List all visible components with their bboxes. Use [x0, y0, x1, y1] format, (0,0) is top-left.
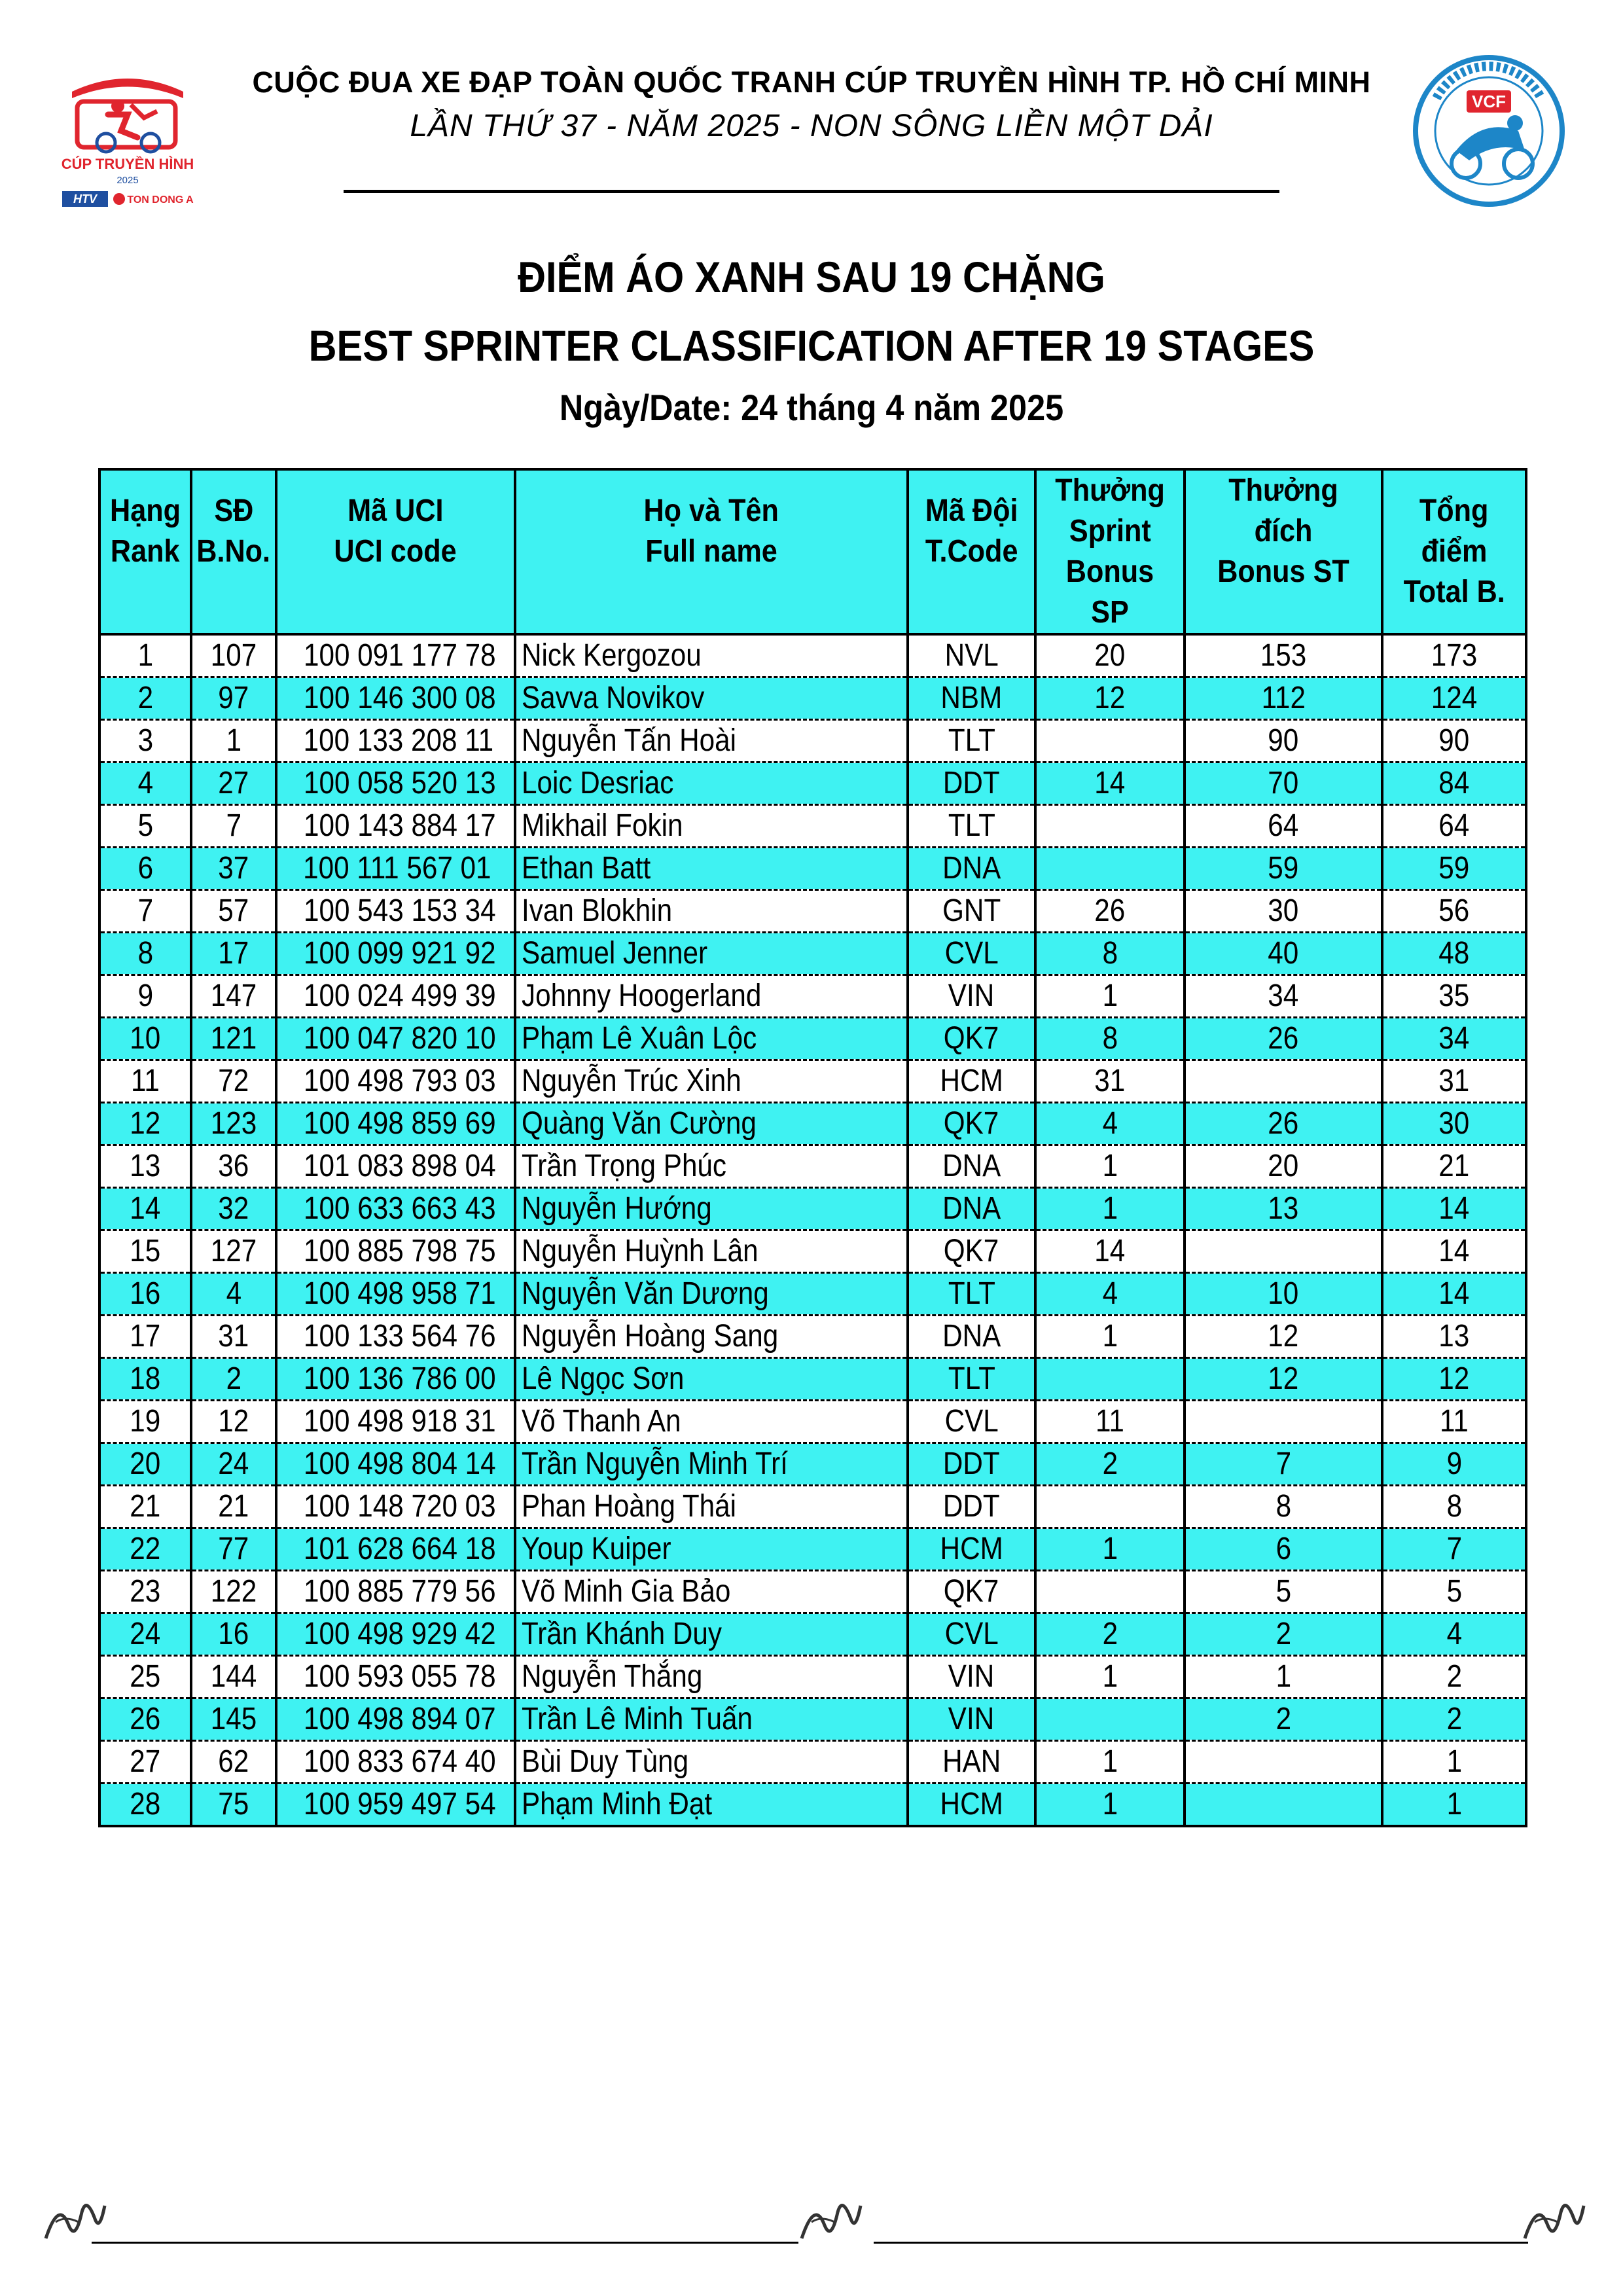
- bib-cell: 144: [191, 1656, 276, 1698]
- uci-cell: 100 047 820 10: [276, 1018, 515, 1060]
- total-cell: 34: [1382, 1018, 1526, 1060]
- bib-cell: 12: [191, 1401, 276, 1443]
- sprint-bonus-cell: 31: [1035, 1060, 1185, 1103]
- name-cell: Ethan Batt: [515, 848, 908, 890]
- signature-mark-left: [39, 2186, 111, 2251]
- sprint-bonus-cell: 26: [1035, 890, 1185, 933]
- bib-cell: 37: [191, 848, 276, 890]
- team-cell: TLT: [908, 1273, 1035, 1316]
- rank-cell: 22: [99, 1528, 191, 1571]
- uci-cell: 100 543 153 34: [276, 890, 515, 933]
- org-title: CUỘC ĐUA XE ĐẠP TOÀN QUỐC TRANH CÚP TRUYỀN HÌNH TP. HỒ CHÍ MINH: [252, 65, 1371, 99]
- header-divider: [344, 190, 1279, 193]
- rank-cell: 3: [99, 720, 191, 762]
- rank-cell: 27: [99, 1741, 191, 1784]
- header-line: Bonus ST: [1217, 554, 1349, 589]
- svg-text:2025: 2025: [116, 175, 139, 186]
- bib-cell: 75: [191, 1784, 276, 1827]
- header-line: Total B.: [1403, 575, 1505, 609]
- uci-cell: 100 833 674 40: [276, 1741, 515, 1784]
- header-line: Họ và Tên: [643, 493, 779, 528]
- sprint-bonus-cell: 8: [1035, 1018, 1185, 1060]
- name-cell: Nguyễn Hoàng Sang: [515, 1316, 908, 1358]
- team-cell: CVL: [908, 1613, 1035, 1656]
- header-line: B.No.: [196, 534, 271, 569]
- column-header-team-code: [908, 469, 1035, 634]
- team-cell: HCM: [908, 1784, 1035, 1827]
- uci-cell: 100 885 798 75: [276, 1230, 515, 1273]
- header-line: Thưởng đích: [1228, 473, 1338, 548]
- uci-cell: 100 099 921 92: [276, 933, 515, 975]
- uci-cell: 101 628 664 18: [276, 1528, 515, 1571]
- team-cell: NVL: [908, 634, 1035, 677]
- name-cell: Nguyễn Hướng: [515, 1188, 908, 1230]
- table-row: [99, 1145, 1526, 1188]
- bib-cell: 62: [191, 1741, 276, 1784]
- table-row: [99, 677, 1526, 720]
- stage-bonus-cell: 26: [1185, 1103, 1382, 1145]
- uci-cell: 100 498 929 42: [276, 1613, 515, 1656]
- name-cell: Nguyễn Thắng: [515, 1656, 908, 1698]
- total-cell: 9: [1382, 1443, 1526, 1486]
- bib-cell: 122: [191, 1571, 276, 1613]
- table-row: [99, 1273, 1526, 1316]
- footer-line-left: [92, 2242, 798, 2244]
- sprint-bonus-cell: 8: [1035, 933, 1185, 975]
- sprint-bonus-cell: [1035, 1571, 1185, 1613]
- rank-cell: 5: [99, 805, 191, 848]
- stage-bonus-cell: 10: [1185, 1273, 1382, 1316]
- rank-cell: 15: [99, 1230, 191, 1273]
- stage-bonus-cell: 26: [1185, 1018, 1382, 1060]
- rank-cell: 6: [99, 848, 191, 890]
- uci-cell: 100 498 804 14: [276, 1443, 515, 1486]
- sprint-bonus-cell: [1035, 1486, 1185, 1528]
- total-cell: 13: [1382, 1316, 1526, 1358]
- stage-bonus-cell: 112: [1185, 677, 1382, 720]
- rank-cell: 21: [99, 1486, 191, 1528]
- team-cell: QK7: [908, 1018, 1035, 1060]
- header-line: Mã Đội: [925, 493, 1018, 528]
- stage-bonus-cell: 59: [1185, 848, 1382, 890]
- header-line: Mã UCI: [348, 493, 444, 528]
- name-cell: Savva Novikov: [515, 677, 908, 720]
- stage-bonus-cell: [1185, 1741, 1382, 1784]
- column-header-rank: [99, 469, 191, 634]
- stage-bonus-cell: 12: [1185, 1316, 1382, 1358]
- name-cell: Bùi Duy Tùng: [515, 1741, 908, 1784]
- sprint-bonus-cell: 2: [1035, 1613, 1185, 1656]
- name-cell: Võ Thanh An: [515, 1401, 908, 1443]
- svg-text:TON DONG A: TON DONG A: [127, 194, 194, 206]
- signature-mark-center: [795, 2186, 867, 2251]
- svg-text:CÚP TRUYỀN HÌNH: CÚP TRUYỀN HÌNH: [61, 156, 194, 172]
- table-row: [99, 1316, 1526, 1358]
- sprinter-classification-table: [98, 468, 1527, 1827]
- sprint-bonus-cell: 2: [1035, 1443, 1185, 1486]
- team-cell: DDT: [908, 762, 1035, 805]
- sprint-bonus-cell: 1: [1035, 1656, 1185, 1698]
- header-line: Tổng: [1419, 493, 1489, 528]
- name-cell: Nguyễn Huỳnh Lân: [515, 1230, 908, 1273]
- table-row: [99, 1230, 1526, 1273]
- total-cell: 59: [1382, 848, 1526, 890]
- stage-bonus-cell: [1185, 1784, 1382, 1827]
- sprint-bonus-cell: [1035, 848, 1185, 890]
- column-header-bonus-stage: [1185, 469, 1382, 634]
- table-row: [99, 1060, 1526, 1103]
- header-line: Bonus SP: [1065, 554, 1154, 630]
- bib-cell: 147: [191, 975, 276, 1018]
- table-row: [99, 1656, 1526, 1698]
- column-header-full-name: [515, 469, 908, 634]
- sprint-bonus-cell: 1: [1035, 1145, 1185, 1188]
- bib-cell: 127: [191, 1230, 276, 1273]
- name-cell: Lê Ngọc Sơn: [515, 1358, 908, 1401]
- bib-cell: 2: [191, 1358, 276, 1401]
- uci-cell: 100 498 918 31: [276, 1401, 515, 1443]
- sprint-bonus-cell: 1: [1035, 1528, 1185, 1571]
- uci-cell: 100 885 779 56: [276, 1571, 515, 1613]
- bib-cell: 7: [191, 805, 276, 848]
- team-cell: HAN: [908, 1741, 1035, 1784]
- name-cell: Mikhail Fokin: [515, 805, 908, 848]
- name-cell: Phạm Lê Xuân Lộc: [515, 1018, 908, 1060]
- uci-cell: 100 133 208 11: [276, 720, 515, 762]
- sprint-bonus-cell: 1: [1035, 1316, 1185, 1358]
- rank-cell: 25: [99, 1656, 191, 1698]
- rank-cell: 24: [99, 1613, 191, 1656]
- sprint-bonus-cell: [1035, 1698, 1185, 1741]
- team-cell: DNA: [908, 1316, 1035, 1358]
- header-line: UCI code: [334, 534, 457, 569]
- rank-cell: 11: [99, 1060, 191, 1103]
- rank-cell: 14: [99, 1188, 191, 1230]
- name-cell: Phạm Minh Đạt: [515, 1784, 908, 1827]
- total-cell: 14: [1382, 1273, 1526, 1316]
- stage-bonus-cell: [1185, 1401, 1382, 1443]
- team-cell: TLT: [908, 1358, 1035, 1401]
- table-row: [99, 1401, 1526, 1443]
- team-cell: CVL: [908, 1401, 1035, 1443]
- header-line: Full name: [645, 534, 777, 569]
- team-cell: QK7: [908, 1571, 1035, 1613]
- table-row: [99, 1784, 1526, 1827]
- table-row: [99, 890, 1526, 933]
- uci-cell: 100 143 884 17: [276, 805, 515, 848]
- total-cell: 124: [1382, 677, 1526, 720]
- total-cell: 56: [1382, 890, 1526, 933]
- team-cell: NBM: [908, 677, 1035, 720]
- rank-cell: 4: [99, 762, 191, 805]
- bib-cell: 17: [191, 933, 276, 975]
- sprint-bonus-cell: 12: [1035, 677, 1185, 720]
- header-line: điểm: [1421, 534, 1488, 569]
- sprint-bonus-cell: 20: [1035, 634, 1185, 677]
- name-cell: Võ Minh Gia Bảo: [515, 1571, 908, 1613]
- bib-cell: 123: [191, 1103, 276, 1145]
- stage-bonus-cell: 70: [1185, 762, 1382, 805]
- name-cell: Nguyễn Trúc Xinh: [515, 1060, 908, 1103]
- rank-cell: 20: [99, 1443, 191, 1486]
- team-cell: TLT: [908, 720, 1035, 762]
- header-line: Hạng: [110, 493, 181, 528]
- total-cell: 35: [1382, 975, 1526, 1018]
- header-line: T.Code: [925, 534, 1018, 569]
- stage-bonus-cell: 6: [1185, 1528, 1382, 1571]
- bib-cell: 57: [191, 890, 276, 933]
- name-cell: Trần Lê Minh Tuấn: [515, 1698, 908, 1741]
- stage-bonus-cell: 13: [1185, 1188, 1382, 1230]
- header-line: Sprint: [1069, 514, 1151, 548]
- sprint-bonus-cell: [1035, 1358, 1185, 1401]
- table-row: [99, 1698, 1526, 1741]
- total-cell: 2: [1382, 1698, 1526, 1741]
- total-cell: 48: [1382, 933, 1526, 975]
- bib-cell: 31: [191, 1316, 276, 1358]
- total-cell: 90: [1382, 720, 1526, 762]
- team-cell: VIN: [908, 975, 1035, 1018]
- team-cell: DNA: [908, 1188, 1035, 1230]
- bib-cell: 97: [191, 677, 276, 720]
- table-row: [99, 1443, 1526, 1486]
- uci-cell: 100 498 958 71: [276, 1273, 515, 1316]
- table-row: [99, 634, 1526, 677]
- uci-cell: 100 593 055 78: [276, 1656, 515, 1698]
- name-cell: Samuel Jenner: [515, 933, 908, 975]
- bib-cell: 16: [191, 1613, 276, 1656]
- name-cell: Phan Hoàng Thái: [515, 1486, 908, 1528]
- org-subtitle: LẦN THỨ 37 - NĂM 2025 - NON SÔNG LIỀN MỘT DẢI: [410, 109, 1213, 143]
- rank-cell: 23: [99, 1571, 191, 1613]
- stage-bonus-cell: 2: [1185, 1698, 1382, 1741]
- table-row: [99, 1571, 1526, 1613]
- bib-cell: 77: [191, 1528, 276, 1571]
- rank-cell: 16: [99, 1273, 191, 1316]
- total-cell: 2: [1382, 1656, 1526, 1698]
- table-body: [99, 634, 1526, 1826]
- sprint-bonus-cell: [1035, 720, 1185, 762]
- rank-cell: 2: [99, 677, 191, 720]
- name-cell: Johnny Hoogerland: [515, 975, 908, 1018]
- table-row: [99, 1188, 1526, 1230]
- header-line: SĐ: [213, 493, 254, 528]
- total-cell: 8: [1382, 1486, 1526, 1528]
- name-cell: Nguyễn Tấn Hoài: [515, 720, 908, 762]
- uci-cell: 100 633 663 43: [276, 1188, 515, 1230]
- team-cell: DDT: [908, 1486, 1035, 1528]
- rank-cell: 17: [99, 1316, 191, 1358]
- bib-cell: 121: [191, 1018, 276, 1060]
- bib-cell: 1: [191, 720, 276, 762]
- total-cell: 7: [1382, 1528, 1526, 1571]
- name-cell: Loic Desriac: [515, 762, 908, 805]
- total-cell: 21: [1382, 1145, 1526, 1188]
- signature-mark-right: [1518, 2186, 1590, 2251]
- sprint-bonus-cell: 1: [1035, 1188, 1185, 1230]
- table-row: [99, 1528, 1526, 1571]
- sprint-bonus-cell: 1: [1035, 975, 1185, 1018]
- column-header-total-bonus: [1382, 469, 1526, 634]
- team-cell: QK7: [908, 1103, 1035, 1145]
- stage-bonus-cell: 12: [1185, 1358, 1382, 1401]
- uci-cell: 100 959 497 54: [276, 1784, 515, 1827]
- stage-bonus-cell: 2: [1185, 1613, 1382, 1656]
- table-row: [99, 848, 1526, 890]
- team-cell: DNA: [908, 1145, 1035, 1188]
- uci-cell: 100 146 300 08: [276, 677, 515, 720]
- uci-cell: 100 058 520 13: [276, 762, 515, 805]
- uci-cell: 100 111 567 01: [276, 848, 515, 890]
- table-row: [99, 1613, 1526, 1656]
- svg-text:HTV: HTV: [73, 192, 97, 206]
- header-line: Thưởng: [1055, 473, 1165, 508]
- title-vietnamese: ĐIỂM ÁO XANH SAU 19 CHẶNG: [518, 253, 1105, 301]
- stage-bonus-cell: [1185, 1060, 1382, 1103]
- table-row: [99, 933, 1526, 975]
- stage-bonus-cell: 20: [1185, 1145, 1382, 1188]
- bib-cell: 27: [191, 762, 276, 805]
- stage-bonus-cell: 34: [1185, 975, 1382, 1018]
- table-row: [99, 805, 1526, 848]
- bib-cell: 72: [191, 1060, 276, 1103]
- name-cell: Nguyễn Văn Dương: [515, 1273, 908, 1316]
- total-cell: 5: [1382, 1571, 1526, 1613]
- total-cell: 1: [1382, 1741, 1526, 1784]
- title-english: BEST SPRINTER CLASSIFICATION AFTER 19 STAGES: [308, 321, 1315, 370]
- total-cell: 173: [1382, 634, 1526, 677]
- uci-cell: 100 498 793 03: [276, 1060, 515, 1103]
- stage-bonus-cell: 90: [1185, 720, 1382, 762]
- uci-cell: 100 133 564 76: [276, 1316, 515, 1358]
- rank-cell: 28: [99, 1784, 191, 1827]
- total-cell: 30: [1382, 1103, 1526, 1145]
- column-header-uci-code: [276, 469, 515, 634]
- bib-cell: 4: [191, 1273, 276, 1316]
- rank-cell: 1: [99, 634, 191, 677]
- sprint-bonus-cell: 11: [1035, 1401, 1185, 1443]
- team-cell: QK7: [908, 1230, 1035, 1273]
- bib-cell: 36: [191, 1145, 276, 1188]
- bib-cell: 24: [191, 1443, 276, 1486]
- name-cell: Nick Kergozou: [515, 634, 908, 677]
- stage-bonus-cell: 64: [1185, 805, 1382, 848]
- rank-cell: 8: [99, 933, 191, 975]
- stage-bonus-cell: 1: [1185, 1656, 1382, 1698]
- stage-bonus-cell: [1185, 1230, 1382, 1273]
- svg-text:VCF: VCF: [1472, 92, 1506, 111]
- column-header-bonus-sprint: [1035, 469, 1185, 634]
- rank-cell: 18: [99, 1358, 191, 1401]
- date-line: Ngày/Date: 24 tháng 4 năm 2025: [559, 387, 1064, 428]
- table-row: [99, 762, 1526, 805]
- rank-cell: 26: [99, 1698, 191, 1741]
- total-cell: 12: [1382, 1358, 1526, 1401]
- sprint-bonus-cell: 1: [1035, 1784, 1185, 1827]
- uci-cell: 100 148 720 03: [276, 1486, 515, 1528]
- table-row: [99, 720, 1526, 762]
- bib-cell: 21: [191, 1486, 276, 1528]
- bib-cell: 107: [191, 634, 276, 677]
- team-cell: DNA: [908, 848, 1035, 890]
- team-cell: DDT: [908, 1443, 1035, 1486]
- sprint-bonus-cell: 4: [1035, 1103, 1185, 1145]
- total-cell: 31: [1382, 1060, 1526, 1103]
- bib-cell: 145: [191, 1698, 276, 1741]
- uci-cell: 100 024 499 39: [276, 975, 515, 1018]
- team-cell: CVL: [908, 933, 1035, 975]
- table-row: [99, 1103, 1526, 1145]
- column-header-bib: [191, 469, 276, 634]
- rank-cell: 13: [99, 1145, 191, 1188]
- sprint-bonus-cell: 14: [1035, 1230, 1185, 1273]
- table-row: [99, 1741, 1526, 1784]
- sprint-bonus-cell: [1035, 805, 1185, 848]
- name-cell: Quàng Văn Cường: [515, 1103, 908, 1145]
- total-cell: 4: [1382, 1613, 1526, 1656]
- rank-cell: 19: [99, 1401, 191, 1443]
- header-line: Rank: [111, 534, 180, 569]
- uci-cell: 100 136 786 00: [276, 1358, 515, 1401]
- table-row: [99, 1358, 1526, 1401]
- total-cell: 14: [1382, 1188, 1526, 1230]
- team-cell: VIN: [908, 1656, 1035, 1698]
- stage-bonus-cell: 40: [1185, 933, 1382, 975]
- team-cell: VIN: [908, 1698, 1035, 1741]
- sprint-bonus-cell: 4: [1035, 1273, 1185, 1316]
- name-cell: Youp Kuiper: [515, 1528, 908, 1571]
- table-row: [99, 1486, 1526, 1528]
- stage-bonus-cell: 153: [1185, 634, 1382, 677]
- total-cell: 64: [1382, 805, 1526, 848]
- rank-cell: 12: [99, 1103, 191, 1145]
- team-cell: HCM: [908, 1060, 1035, 1103]
- footer-line-right: [874, 2242, 1528, 2244]
- name-cell: Trần Trọng Phúc: [515, 1145, 908, 1188]
- stage-bonus-cell: 30: [1185, 890, 1382, 933]
- uci-cell: 100 498 859 69: [276, 1103, 515, 1145]
- stage-bonus-cell: 7: [1185, 1443, 1382, 1486]
- table-row: [99, 1018, 1526, 1060]
- rank-cell: 7: [99, 890, 191, 933]
- table-header-row: [99, 469, 1526, 634]
- uci-cell: 100 091 177 78: [276, 634, 515, 677]
- name-cell: Trần Nguyễn Minh Trí: [515, 1443, 908, 1486]
- rank-cell: 9: [99, 975, 191, 1018]
- team-cell: TLT: [908, 805, 1035, 848]
- total-cell: 14: [1382, 1230, 1526, 1273]
- total-cell: 11: [1382, 1401, 1526, 1443]
- uci-cell: 101 083 898 04: [276, 1145, 515, 1188]
- table-row: [99, 975, 1526, 1018]
- total-cell: 1: [1382, 1784, 1526, 1827]
- sprint-bonus-cell: 1: [1035, 1741, 1185, 1784]
- total-cell: 84: [1382, 762, 1526, 805]
- bib-cell: 32: [191, 1188, 276, 1230]
- team-cell: HCM: [908, 1528, 1035, 1571]
- name-cell: Trần Khánh Duy: [515, 1613, 908, 1656]
- sprint-bonus-cell: 14: [1035, 762, 1185, 805]
- stage-bonus-cell: 5: [1185, 1571, 1382, 1613]
- team-cell: GNT: [908, 890, 1035, 933]
- name-cell: Ivan Blokhin: [515, 890, 908, 933]
- rank-cell: 10: [99, 1018, 191, 1060]
- stage-bonus-cell: 8: [1185, 1486, 1382, 1528]
- uci-cell: 100 498 894 07: [276, 1698, 515, 1741]
